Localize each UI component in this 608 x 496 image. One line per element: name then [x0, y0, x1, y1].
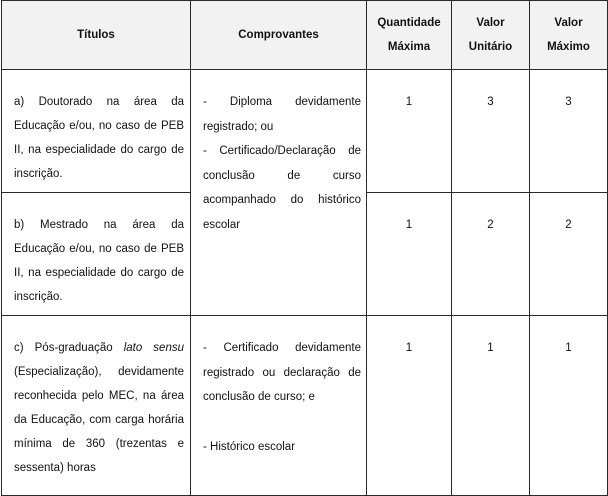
titulo-line: inscrição.: [14, 168, 63, 180]
titulo-line: inscrição.: [14, 291, 63, 303]
comprovante-line: escolar: [203, 218, 241, 231]
titulo-line: b) Mestrado na área da: [14, 219, 184, 231]
titulo-text: c) Pós-graduação: [14, 342, 113, 354]
titulo-line: (Especialização), devidamente: [14, 366, 184, 378]
titulos-table: [1, 0, 608, 496]
comprovante-line: - Diploma devidamente: [203, 96, 361, 108]
valor-maximo-cell: 1: [530, 316, 608, 496]
header-maximo-line2: Máximo: [547, 41, 590, 53]
valor-unitario-cell: 2: [452, 193, 530, 316]
comprovante-line: - Certificado/Declaração de: [203, 145, 361, 157]
valor-maximo-cell: 3: [530, 70, 608, 193]
titulo-line: reconhecida pelo MEC, na área: [14, 390, 184, 402]
header-valor-unitario: [452, 1, 530, 70]
comprovante-line: - Certificado devidamente: [203, 342, 361, 354]
valor-unitario-cell: 1: [452, 316, 530, 496]
header-valor-maximo: [530, 1, 608, 70]
quantidade-cell: 1: [367, 70, 452, 193]
comprovantes-cell: [191, 70, 367, 316]
header-unitario-line2: Unitário: [468, 41, 513, 53]
titulo-line: da Educação, com carga horária: [14, 414, 184, 426]
titulo-line: [14, 336, 184, 360]
comprovante-line: acompanhado do histórico: [203, 194, 361, 206]
spacer: [203, 410, 361, 435]
titulo-cell: [2, 193, 191, 316]
valor-maximo-cell: 2: [530, 193, 608, 316]
lato-sensu-text: lato sensu: [123, 342, 184, 354]
titulo-line: Educação e/ou, no caso de PEB: [14, 120, 184, 132]
header-quantidade-line1: Quantidade: [377, 17, 441, 29]
titulo-line: sessenta) horas: [14, 462, 96, 474]
titulo-line: a) Doutorado na área da: [14, 96, 184, 108]
quantidade-cell: 1: [367, 193, 452, 316]
header-quantidade-line2: Máxima: [387, 41, 431, 53]
header-maximo-line1: Valor: [554, 17, 583, 29]
titulo-line: Educação e/ou, no caso de PEB: [14, 243, 184, 255]
titulo-line: II, na especialidade do cargo de: [14, 144, 184, 156]
titulo-line: mínima de 360 (trezentas e: [14, 438, 184, 450]
valor-unitario-cell: 3: [452, 70, 530, 193]
comprovante-line: registrado; ou: [203, 120, 274, 133]
comprovante-line: - Histórico escolar: [203, 440, 296, 453]
comprovante-line: conclusão de curso; e: [203, 391, 315, 403]
table-row: [2, 316, 608, 496]
comprovante-line: conclusão de curso: [203, 169, 361, 182]
header-titulos: Títulos: [2, 1, 191, 70]
titulo-line: II, na especialidade do cargo de: [14, 267, 184, 279]
header-unitario-line1: Valor: [476, 17, 505, 29]
table-row: [2, 70, 608, 193]
titulo-cell: [2, 316, 191, 496]
comprovante-line: registrado ou declaração de: [203, 366, 361, 379]
header-comprovantes: Comprovantes: [191, 1, 367, 70]
titulo-cell: [2, 70, 191, 193]
header-row: [2, 1, 608, 70]
header-quantidade-maxima: [367, 1, 452, 70]
quantidade-cell: 1: [367, 316, 452, 496]
comprovantes-cell: [191, 316, 367, 496]
